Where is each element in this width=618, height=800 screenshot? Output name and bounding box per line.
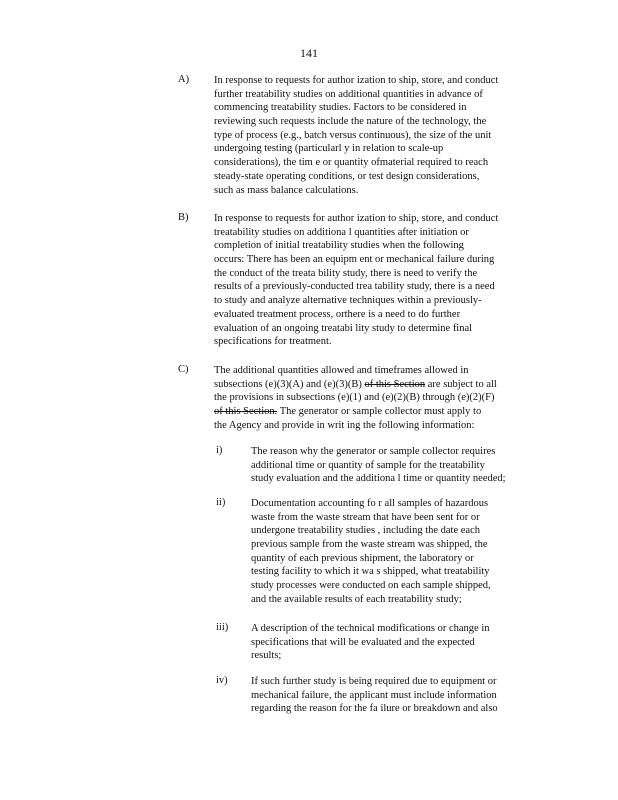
subitem-iv-marker: iv) — [216, 675, 228, 686]
section-c-line: the Agency and provide in writ ing the following information: — [214, 419, 475, 431]
subitem-ii-marker: ii) — [216, 497, 226, 508]
subitem-ii-line: quantity of each previous shipment, the laboratory or — [251, 552, 474, 564]
struck-text: of this Section. — [214, 406, 278, 418]
subitem-iv-text — [251, 675, 541, 716]
subitem-iv-line: If such further study is being required due to equipment or — [251, 676, 497, 687]
section-c-text-run: subsections (e)(3)(A) and (e)(3)(B) — [214, 378, 362, 390]
subitem-ii-line: waste from the waste stream that have been sent for or — [251, 511, 480, 523]
subitem-i-text — [251, 445, 541, 486]
subitem-ii-line: previous sample from the waste stream was shipped, the — [251, 539, 488, 551]
section-c-line: The additional quantities allowed and timeframes allowed in — [214, 365, 469, 376]
section-b-line: the conduct of the treata bility study, there is need to verify the — [214, 267, 478, 279]
section-c-line — [214, 405, 544, 419]
section-b-line: In response to requests for author ization to ship, store, and conduct — [214, 213, 499, 224]
section-c-line: the provisions in subsections (e)(1) and (e)(2)(B) through (e)(2)(F) — [214, 392, 495, 404]
subitem-i-line: The reason why the generator or sample collector requires — [251, 446, 496, 457]
subitem-iii-line: A description of the technical modifications or change in — [251, 623, 490, 634]
section-a-line: commencing treatability studies. Factors to be considered in — [214, 102, 467, 114]
subitem-ii-text — [251, 497, 541, 607]
section-a-line: steady-state operating conditions, or test design considerations, — [214, 170, 480, 182]
page-number: 141 — [300, 46, 318, 60]
subitem-i-marker: i) — [216, 445, 223, 456]
subitem-ii-line: Documentation accounting fo r all samples of hazardous — [251, 498, 489, 509]
subitem-iv-line: regarding the reason for the fa ilure or breakdown and also — [251, 703, 498, 715]
section-a-line: undergoing testing (particularl y in relation to scale-up — [214, 143, 444, 155]
section-b-text — [214, 212, 544, 349]
subitem-ii-line: undergone treatability studies , including the date each — [251, 525, 480, 537]
section-a-line: such as mass balance calculations. — [214, 184, 359, 196]
section-a-marker: A) — [178, 74, 190, 85]
struck-text: of this Section — [364, 378, 426, 390]
section-c-text — [214, 364, 544, 432]
section-a-line: considerations), the tim e or quantity ofmaterial required to reach — [214, 157, 489, 169]
subitem-i-line: study evaluation and the additiona l time or quantity needed; — [251, 473, 506, 485]
section-b-line: results of a previously-conducted trea tability study, there is a need — [214, 281, 495, 293]
section-b-line: completion of initial treatability studies when the following — [214, 240, 464, 252]
section-c-marker: C) — [178, 364, 189, 375]
section-a-text — [214, 74, 544, 197]
section-a-line: type of process (e.g., batch versus continuous), the size of the unit — [214, 129, 492, 141]
subitem-ii-line: study processes were conducted on each sample shipped, — [251, 580, 491, 592]
subitem-ii-line: and the available results of each treatability study; — [251, 593, 462, 605]
section-b-line: evaluation of an ongoing treatabi lity study to determine final — [214, 322, 473, 334]
section-a-line: reviewing such requests include the nature of the technology, the — [214, 116, 487, 128]
section-c-text-run: The generator or sample collector must apply to — [279, 406, 482, 418]
section-c-text-run: are subject to all — [427, 378, 497, 390]
section-c-line — [214, 378, 544, 392]
section-b-marker: B) — [178, 212, 189, 223]
section-b-line: treatability studies on additiona l quantities after initiation or — [214, 226, 469, 238]
section-a-line: In response to requests for author ization to ship, store, and conduct — [214, 75, 499, 86]
section-b-line: occurs: There has been an equipm ent or mechanical failure during — [214, 254, 495, 266]
section-a-line: further treatability studies on additional quantities in advance of — [214, 88, 483, 100]
subitem-ii-line: testing facility to which it wa s shipped, what treatability — [251, 566, 490, 578]
subitem-iii-text — [251, 622, 541, 663]
subitem-iv-line: mechanical failure, the applicant must include information — [251, 689, 497, 701]
subitem-iii-line: results; — [251, 650, 282, 662]
subitem-iii-line: specifications that will be evaluated and the expected — [251, 636, 475, 648]
section-b-line: evaluated treatment process, orthere is a need to do further — [214, 308, 461, 320]
subitem-iii-marker: iii) — [216, 622, 229, 633]
subitem-i-line: additional time or quantity of sample for the treatability — [251, 459, 485, 471]
section-b-line: to study and analyze alternative techniques within a previously- — [214, 295, 482, 307]
section-b-line: specifications for treatment. — [214, 336, 332, 348]
